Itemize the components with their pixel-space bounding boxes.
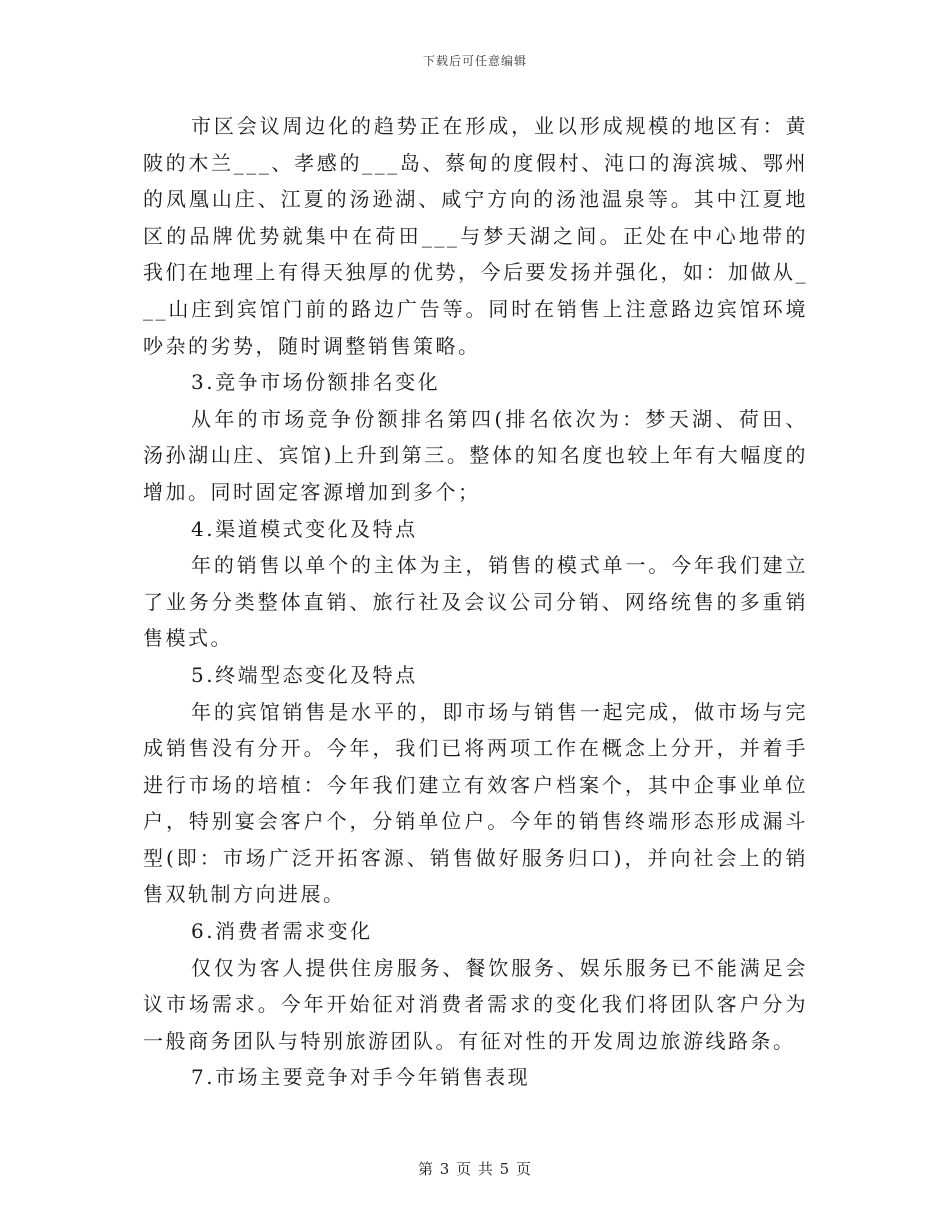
paragraph-suburban-trend: 市区会议周边化的趋势正在形成，业以形成规模的地区有：黄陂的木兰___、孝感的___岛、蔡甸的度假村、沌口的海滨城、鄂州的凤凰山庄、江夏的汤逊湖、咸宁方向的汤池温泉等。其中江夏地区的品牌优势就集中在荷田___与梦天湖之间。正处在中心地带的我们在地理上有得天独厚的优势，今后要发扬并强化，如：加做从___山庄到宾馆门前的路边广告等。同时在销售上注意路边宾馆环境吵杂的劣势，随时调整销售策略。: [143, 114, 808, 358]
paragraph-market-share: 从年的市场竞争份额排名第四(排名依次为：梦天湖、荷田、汤孙湖山庄、宾馆)上升到第三。整体的知名度也较上年有大幅度的增加。同时固定客源增加到多个；: [143, 406, 808, 504]
section-heading-consumer-demand: 6.消费者需求变化: [191, 919, 373, 944]
document-body: [143, 108, 808, 1096]
section-heading-terminal-form: 5.终端型态变化及特点: [191, 662, 418, 687]
paragraph-terminal-form: 年的宾馆销售是水平的，即市场与销售一起完成，做市场与完成销售没有分开。今年，我们已将两项工作在概念上分开，并着手进行市场的培植：今年我们建立有效客户档案个，其中企事业单位户，特别宴会客户个，分销单位户。今年的销售终端形态形成漏斗型(即：市场广泛开拓客源、销售做好服务归口)，并向社会上的销售双轨制方向进展。: [143, 699, 808, 907]
paragraph-channel-model: 年的销售以单个的主体为主，销售的模式单一。今年我们建立了业务分类整体直销、旅行社及会议公司分销、网络统售的多重销售模式。: [143, 553, 808, 651]
page-header: 下载后可任意编辑: [422, 54, 527, 68]
section-heading-channel-model: 4.渠道模式变化及特点: [191, 516, 418, 541]
paragraph-consumer-demand: 仅仅为客人提供住房服务、餐饮服务、娱乐服务已不能满足会议市场需求。今年开始征对消费者需求的变化我们将团队客户分为一般商务团队与特别旅游团队。有征对性的开发周边旅游线路条。: [143, 955, 808, 1053]
section-heading-market-share: 3.竞争市场份额排名变化: [191, 370, 441, 395]
page-number-footer: 第 3 页 共 5 页: [418, 1160, 532, 1178]
section-heading-competitors: 7.市场主要竞争对手今年销售表现: [191, 1065, 531, 1090]
